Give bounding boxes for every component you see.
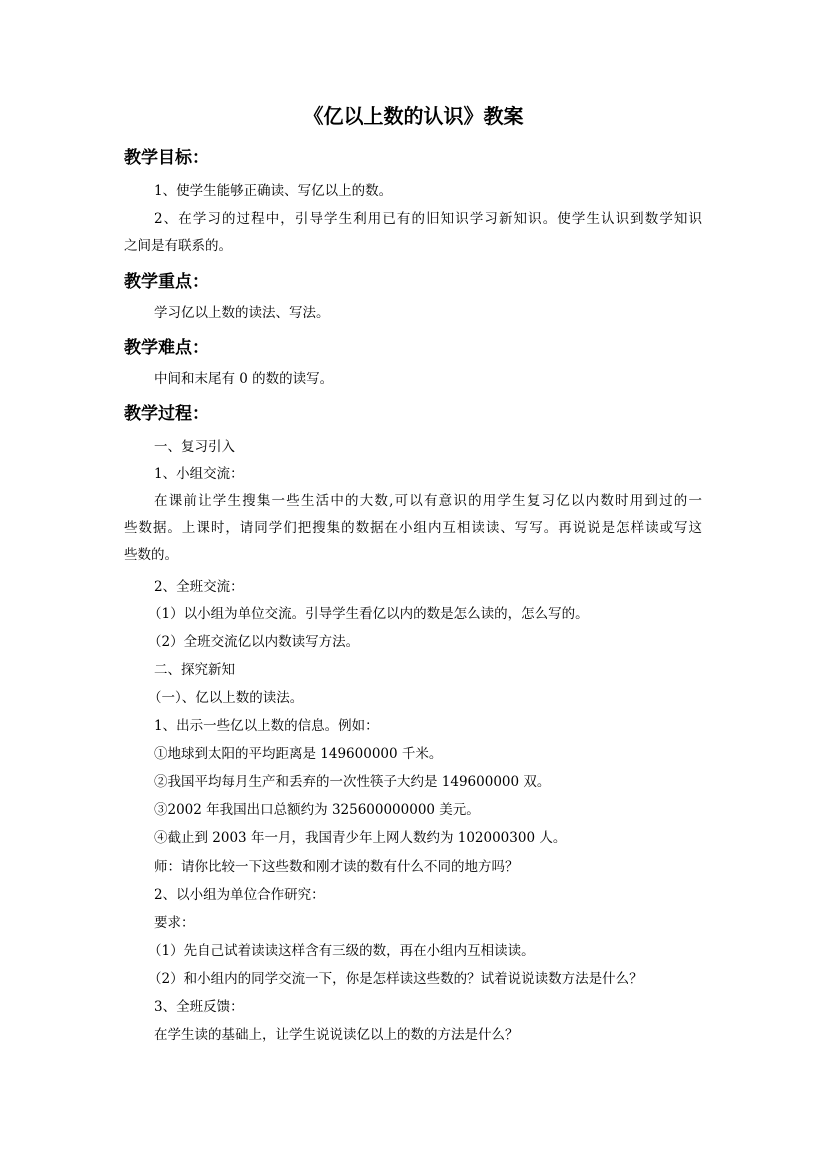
process-line-5: 些数的。	[124, 547, 178, 563]
process-line-12: ①地球到太阳的平均距离是 149600000 千米。	[154, 746, 443, 762]
goal-line-3: 之间是有联系的。	[124, 238, 232, 254]
process-line-6: 2、全班交流：	[154, 579, 244, 595]
document-title: 《亿以上数的认识》教案	[303, 104, 524, 128]
section-heading-goals: 教学目标：	[124, 148, 209, 168]
process-line-8: （2）全班交流亿以内数读写方法。	[148, 634, 360, 650]
difficulty-line-1: 中间和末尾有 0 的数的读写。	[154, 371, 334, 387]
section-heading-key-points: 教学重点：	[124, 272, 209, 292]
process-line-20: （2）和小组内的同学交流一下，你是怎样读这些数的？试着说说读数方法是什么？	[148, 971, 643, 987]
section-heading-process: 教学过程：	[124, 404, 209, 424]
goal-line-2: 2、在学习的过程中，引导学生利用已有的旧知识学习新知识。使学生认识到数学知识	[154, 211, 702, 227]
process-line-15: ④截止到 2003 年一月，我国青少年上网人数约为 102000300 人。	[154, 830, 567, 846]
process-line-11: 1、出示一些亿以上数的信息。例如：	[154, 718, 379, 734]
process-line-18: 要求：	[154, 915, 195, 931]
section-heading-difficulties: 教学难点：	[124, 338, 209, 358]
process-line-3: 在课前让学生搜集一些生活中的大数,可以有意识的用学生复习亿以内数时用到过的一	[154, 493, 702, 509]
process-line-13: ②我国平均每月生产和丢弃的一次性筷子大约是 149600000 双。	[154, 774, 551, 790]
process-line-2: 1、小组交流：	[154, 466, 244, 482]
process-line-22: 在学生读的基础上，让学生说说读亿以上的数的方法是什么？	[154, 1027, 519, 1043]
process-line-10: （一）、亿以上数的读法。	[148, 690, 304, 706]
process-line-16: 师：请你比较一下这些数和刚才读的数有什么不同的地方吗？	[154, 859, 519, 875]
process-line-17: 2、以小组为单位合作研究：	[154, 887, 325, 903]
key-point-line-1: 学习亿以上数的读法、写法。	[154, 305, 330, 321]
process-line-9: 二、探究新知	[154, 662, 235, 678]
process-line-19: （1）先自己试着读读这样含有三级的数，再在小组内互相读读。	[148, 943, 535, 959]
goal-line-1: 1、使学生能够正确读、写亿以上的数。	[154, 183, 393, 199]
process-line-4: 些数据。上课时，请同学们把搜集的数据在小组内互相读读、写写。再说说是怎样读或写这	[124, 520, 702, 536]
process-line-21: 3、全班反馈：	[154, 999, 244, 1015]
process-line-14: ③2002 年我国出口总额约为 325600000000 美元。	[154, 802, 480, 818]
process-line-1: 一、复习引入	[154, 439, 235, 455]
process-line-7: （1）以小组为单位交流。引导学生看亿以内的数是怎么读的，怎么写的。	[148, 606, 589, 622]
